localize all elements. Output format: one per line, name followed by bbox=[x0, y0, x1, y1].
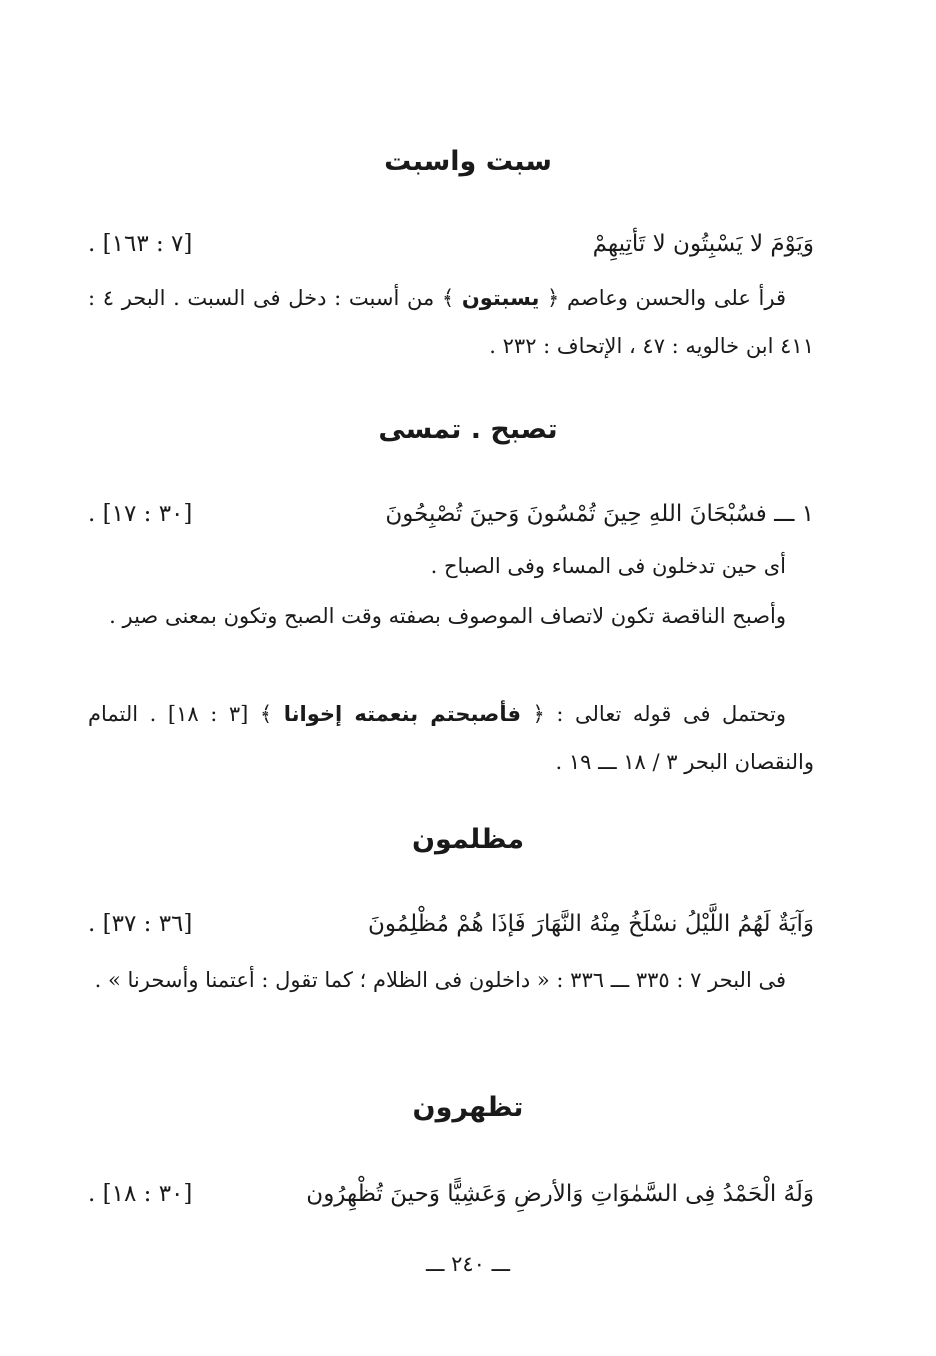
section-heading-tusbih: تصبح . تمسى bbox=[378, 414, 558, 445]
quran-verse-text: ١ ـــ فسُبْحَانَ اللهِ حِينَ تُمْسُونَ وَحينَ تُصْبِحُونَ bbox=[385, 501, 814, 527]
commentary-paragraph bbox=[88, 690, 814, 786]
quran-verse-row bbox=[88, 492, 814, 536]
commentary-text: ﴾ من أسبت : دخل فى السبت . البحر ٤ : ٤١١ ابن خالويه : ٤٧ ، الإتحاف : ٢٣٢ . bbox=[88, 286, 814, 358]
commentary-text: وتحتمل فى قوله تعالى : ﴿ bbox=[520, 702, 786, 726]
commentary-text: ﴾ [٣ : ١٨] . التمام والنقصان البحر ٣ / ١٨ ـــ ١٩ . bbox=[88, 702, 814, 774]
section-heading-sabt: سبت واسبت bbox=[384, 146, 552, 177]
commentary-paragraph bbox=[88, 274, 814, 370]
commentary-paragraph: فى البحر ٧ : ٣٣٥ ـــ ٣٣٦ : « داخلون فى الظلام ؛ كما تقول : أعتمنا وأسحرنا » . bbox=[94, 968, 786, 992]
verse-reference: [٣٠ : ١٨] . bbox=[88, 1181, 193, 1207]
commentary-text: قرأ على والحسن وعاصم ﴿ bbox=[539, 286, 786, 310]
section-heading-tuzhirun: تظهرون bbox=[412, 1092, 524, 1123]
quran-verse-text: وَيَوْمَ لا يَسْبِتُون لا تَأتِيهِمْ bbox=[592, 231, 814, 257]
verse-reference: [٧ : ١٦٣] . bbox=[88, 231, 193, 257]
quran-verse-row bbox=[88, 902, 814, 946]
commentary-paragraph: وأصبح الناقصة تكون لاتصاف الموصوف بصفته وقت الصبح وتكون بمعنى صير . bbox=[109, 604, 786, 628]
verse-reference: [٣٦ : ٣٧] . bbox=[88, 911, 193, 937]
quoted-verse: فأصبحتم بنعمته إخوانا bbox=[283, 702, 521, 726]
page-number: ـــ ٢٤٠ ـــ bbox=[425, 1252, 511, 1276]
quran-verse-row bbox=[88, 1172, 814, 1216]
verse-reference: [٣٠ : ١٧] . bbox=[88, 501, 193, 527]
commentary-paragraph: أى حين تدخلون فى المساء وفى الصباح . bbox=[430, 554, 786, 578]
quoted-word: يسبتون bbox=[461, 286, 540, 310]
quran-verse-text: وَآيَةٌ لَهُمُ اللَّيْلُ نسْلَخُ مِنْهُ النَّهَارَ فَإذَا هُمْ مُظْلِمُونَ bbox=[368, 911, 814, 937]
quran-verse-text: وَلَهُ الْحَمْدُ فِى السَّمٰوَاتِ وَالأرضِ وَعَشِيًّا وَحينَ تُظْهِرُون bbox=[306, 1181, 814, 1207]
quran-verse-row bbox=[88, 222, 814, 266]
section-heading-muzlimun: مظلمون bbox=[411, 824, 525, 855]
